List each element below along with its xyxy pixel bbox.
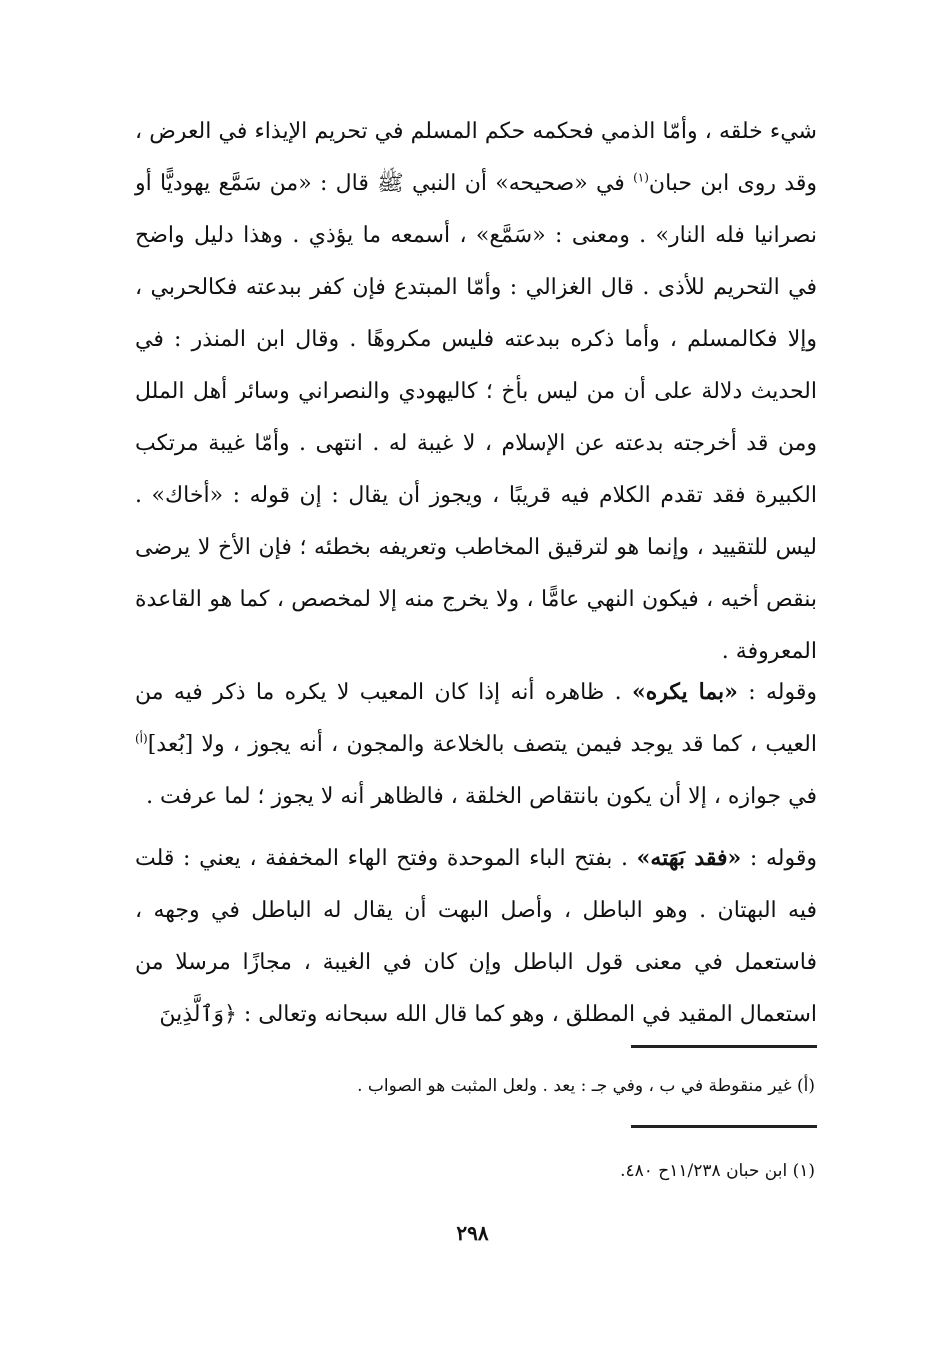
paragraph-1-text-b: في «صحيحه» أن النبي ﷺ قال : «من سَمَّع يهوديًّا أو نصرانيا فله النار» . ومعنى : «سَمَّع» ، أسمعه ما يؤذي . وهذا دليل واضح في التحريم للأذى . قال الغزالي : وأمّا المبتدع فإن كفر ببدعته فكالحربي ، وإلا فكالمسلم ، وأما ذكره ببدعته فليس مكروهًا . وقال ابن المنذر : في الحديث دلالة على أن من ليس بأخ ؛ كاليهودي والنصراني وسائر أهل الملل ومن قد أخرجته بدعته عن الإسلام ، لا غيبة له . انتهى . وأمّا غيبة مرتكب الكبيرة فقد تقدم الكلام فيه قريبًا ، ويجوز أن يقال : إن قوله : «أخاك» . ليس للتقييد ، وإنما هو لترقيق المخاطب وتعريفه بخطئه ؛ فإن الأخ لا يرضى بنقص أخيه ، فيكون النهي عامًّا ، ولا يخرج منه إلا لمخصص ، كما هو القاعدة المعروفة . — [135, 171, 817, 664]
paragraph-1-text-a: شيء خلقه ، وأمّا الذمي فحكمه حكم المسلم في تحريم الإيذاء في العرض ، وقد روى ابن حبان — [135, 119, 817, 196]
paragraph-3-lead: وقوله : — [741, 846, 817, 871]
footnote-separator-2 — [631, 1125, 817, 1128]
paragraph-2-text-a: . ظاهره أنه إذا كان المعيب لا يكره ما ذكر فيه من العيب ، كما قد يوجد فيمن يتصف بالخلاعة والمجون ، أنه يجوز ، ولا [بُعد] — [135, 680, 817, 757]
footnote-variant-a: (أ) غير منقوطة في ب ، وفي جـ : يعد . ولعل المثبت هو الصواب . — [357, 1076, 815, 1096]
footnote-reference-1: (١) ابن حبان ١١/٢٣٨ح ٤٨٠. — [620, 1161, 815, 1181]
page-number: ٢٩٨ — [456, 1221, 489, 1245]
paragraph-2-lead: وقوله : — [737, 680, 817, 705]
paragraph-2-text-b: في جوازه ، إلا أن يكون بانتقاص الخلقة ، فالظاهر أنه لا يجوز ؛ لما عرفت . — [146, 784, 817, 809]
footnote-separator-1 — [631, 1045, 817, 1048]
body-paragraph-3 — [135, 832, 817, 1041]
paragraph-3-text-a: . بفتح الباء الموحدة وفتح الهاء المخففة ، يعني : قلت فيه البهتان . وهو الباطل ، وأصل البهت أن يقال له الباطل في وجهه ، فاستعمل في معنى قول الباطل وإن كان في الغيبة ، مجازًا مرسلا من استعمال المقيد في المطلق ، وهو كما قال الله سبحانه وتعالى : ﴿وَٱلَّذِينَ — [135, 846, 817, 1027]
body-paragraph-2 — [135, 666, 817, 823]
body-paragraph-1 — [135, 106, 817, 678]
paragraph-3-keyword: «فقد بَهَته» — [636, 845, 742, 871]
footnote-marker-1: (١) — [633, 170, 649, 185]
paragraph-2-keyword: «بما يكره» — [631, 679, 738, 705]
footnote-marker-a: (أ) — [135, 731, 148, 746]
